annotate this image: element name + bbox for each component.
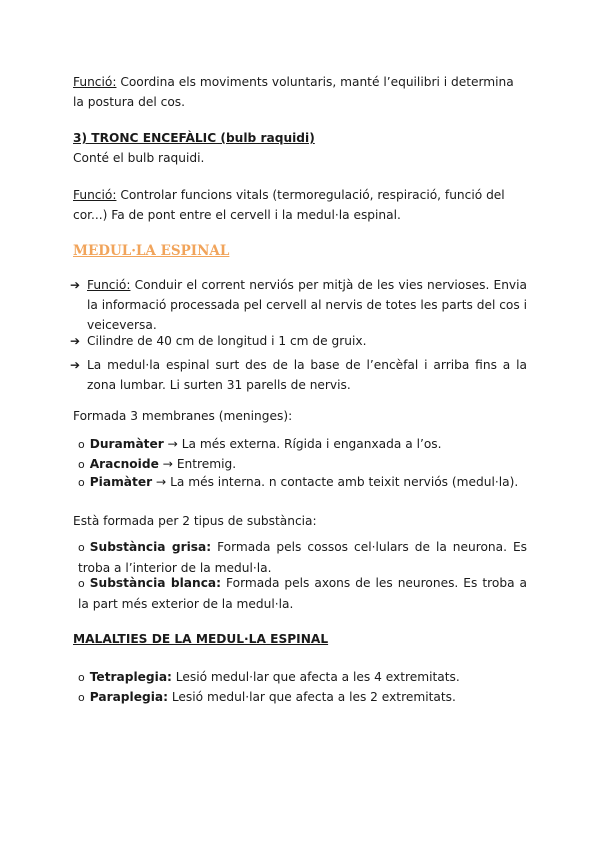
diseases-heading: MALALTIES DE LA MEDUL·LA ESPINAL bbox=[73, 632, 329, 646]
cerebellum-function-label: Funció: bbox=[73, 75, 117, 89]
substances-intro: Està formada per 2 tipus de substància: bbox=[73, 514, 317, 528]
arrow-bullet-icon: ➔ bbox=[70, 278, 81, 292]
arrow-list-item bbox=[70, 355, 527, 395]
disease-name: Tetraplegia: bbox=[89, 670, 172, 684]
brainstem-function-label: Funció: bbox=[73, 188, 117, 202]
membrane-name: Piamàter bbox=[89, 475, 153, 489]
circle-bullet-icon: o bbox=[78, 671, 85, 684]
disease-item bbox=[78, 667, 527, 688]
membrane-name: Aracnoide bbox=[89, 457, 159, 471]
membrane-text: La més externa. Rígida i enganxada a l’os. bbox=[181, 437, 442, 451]
substance-item bbox=[78, 573, 527, 614]
membrane-text: La més interna. n contacte amb teixit nerviós (medul·la). bbox=[170, 475, 519, 489]
circle-bullet-icon: o bbox=[78, 476, 85, 489]
arrow-item-label: Funció: bbox=[87, 278, 131, 292]
brainstem-function-text: Controlar funcions vitals (termoregulació, respiració, funció del cor...) Fa de pont entre el cervell i la medul·la espinal. bbox=[73, 188, 505, 222]
disease-text: Lesió medul·lar que afecta a les 2 extremitats. bbox=[167, 690, 456, 704]
membranes-intro: Formada 3 membranes (meninges): bbox=[73, 409, 293, 423]
membrane-item bbox=[78, 434, 527, 455]
arrow-item-text: Conduir el corrent nerviós per mitjà de les vies nervioses. Envia la informació processada pel cervell al nervis de totes les parts del cos i veiceversa. bbox=[87, 278, 527, 332]
membrane-arrow: → bbox=[163, 437, 182, 451]
membrane-item bbox=[78, 472, 527, 493]
circle-bullet-icon: o bbox=[78, 577, 85, 590]
substance-text: Formada pels cossos cel·lulars de la neurona. Es troba a l’interior de la medul·la. bbox=[78, 540, 527, 575]
substance-text: Formada pels axons de les neurones. Es troba a la part més exterior de la medul·la. bbox=[78, 576, 528, 611]
brainstem-contains: Conté el bulb raquidi. bbox=[73, 151, 205, 165]
disease-item bbox=[78, 687, 527, 708]
brainstem-function-paragraph bbox=[73, 185, 527, 225]
circle-bullet-icon: o bbox=[78, 541, 85, 554]
spinal-cord-heading: MEDUL·LA ESPINAL bbox=[73, 243, 230, 259]
arrow-bullet-icon: ➔ bbox=[70, 334, 81, 348]
arrow-list-item bbox=[70, 275, 527, 335]
cerebellum-function-paragraph bbox=[73, 72, 527, 112]
arrow-bullet-icon: ➔ bbox=[70, 358, 81, 372]
arrow-item-text: La medul·la espinal surt des de la base de l’encèfal i arriba fins a la zona lumbar. Li surten 31 parells de nervis. bbox=[87, 358, 527, 392]
substance-name: Substància blanca: bbox=[89, 576, 222, 590]
disease-name: Paraplegia: bbox=[89, 690, 168, 704]
disease-text: Lesió medul·lar que afecta a les 4 extremitats. bbox=[171, 670, 460, 684]
membrane-name: Duramàter bbox=[89, 437, 164, 451]
cerebellum-function-text: Coordina els moviments voluntaris, manté l’equilibri i determina la postura del cos. bbox=[73, 75, 514, 109]
circle-bullet-icon: o bbox=[78, 458, 85, 471]
membrane-arrow: → bbox=[158, 457, 177, 471]
circle-bullet-icon: o bbox=[78, 438, 85, 451]
membrane-arrow: → bbox=[152, 475, 171, 489]
substance-name: Substància grisa: bbox=[89, 540, 212, 554]
brainstem-heading: 3) TRONC ENCEFÀLIC (bulb raquidi) bbox=[73, 131, 315, 145]
circle-bullet-icon: o bbox=[78, 691, 85, 704]
arrow-list-item bbox=[70, 331, 527, 351]
substance-item bbox=[78, 537, 527, 578]
membrane-text: Entremig. bbox=[176, 457, 237, 471]
arrow-item-text: Cilindre de 40 cm de longitud i 1 cm de gruix. bbox=[87, 334, 367, 348]
